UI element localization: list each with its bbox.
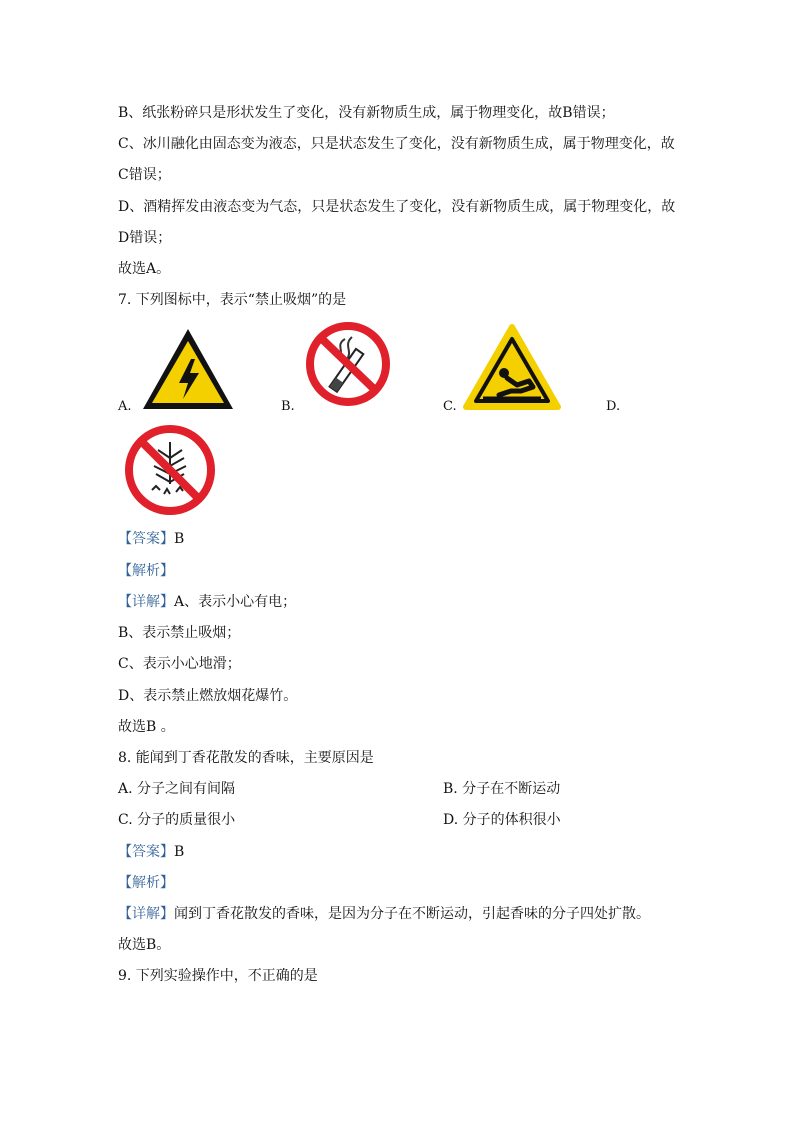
- question-7-stem: 7. 下列图标中，表示“禁止吸烟”的是: [118, 292, 347, 308]
- analysis-line-c: C、冰川融化由固态变为液态，只是状态发生了变化，没有新物质生成，属于物理变化，故: [118, 136, 675, 152]
- detail-tag: 【详解】: [118, 594, 174, 610]
- option-text: 分子的体积很小: [462, 812, 561, 828]
- option-label: C.: [118, 812, 133, 828]
- question-9-stem: 9. 下列实验操作中，不正确的是: [118, 968, 318, 984]
- q7-option-d-label: D.: [606, 399, 621, 414]
- q8-choose: 故选B。: [118, 937, 171, 953]
- q8-option-c: [118, 811, 235, 829]
- q7-option-a-label: A.: [118, 399, 132, 414]
- q8-detail: [118, 905, 650, 923]
- q7-detail-line-d: D、表示禁止燃放烟花爆竹。: [118, 688, 298, 704]
- q7-detail-line-b: B、表示禁止吸烟；: [118, 625, 241, 641]
- q7-answer: [118, 530, 184, 548]
- no-fireworks-sign-icon: [124, 424, 216, 516]
- choose-line: 故选A。: [118, 261, 171, 277]
- slippery-floor-warning-sign-icon: [463, 323, 561, 411]
- detail-text: A、表示小心有电；: [174, 594, 297, 610]
- answer-value: B: [174, 531, 185, 547]
- option-label: B.: [443, 781, 458, 797]
- analysis-line-d-cont: D错误；: [118, 230, 172, 246]
- q8-option-a: [118, 780, 235, 798]
- detail-text: 闻到丁香花散发的香味，是因为分子在不断运动，引起香味的分子四处扩散。: [174, 906, 650, 922]
- no-smoking-sign-icon: [305, 321, 391, 407]
- option-label: A.: [118, 781, 133, 797]
- q7-choose: 故选B 。: [118, 719, 175, 735]
- analysis-line-b: B、纸张粉碎只是形状发生了变化，没有新物质生成，属于物理变化，故B错误；: [118, 105, 615, 121]
- option-text: 分子之间有间隔: [137, 781, 236, 797]
- analysis-line-c-cont: C错误；: [118, 167, 171, 183]
- q7-option-c-label: C.: [443, 399, 457, 414]
- question-8-stem: 8. 能闻到丁香花散发的香味，主要原因是: [118, 750, 374, 766]
- answer-value: B: [174, 844, 185, 860]
- q7-detail-line-c: C、表示小心地滑；: [118, 656, 241, 672]
- option-text: 分子的质量很小: [137, 812, 236, 828]
- electric-hazard-warning-sign-icon: [141, 327, 235, 411]
- option-text: 分子在不断运动: [462, 781, 561, 797]
- q8-analysis-tag: 【解析】: [118, 875, 174, 891]
- option-label: D.: [443, 812, 459, 828]
- analysis-line-d: D、酒精挥发由液态变为气态，只是状态发生了变化，没有新物质生成，属于物理变化，故: [118, 199, 676, 215]
- q7-detail-line-a: [118, 593, 296, 611]
- answer-tag: 【答案】: [118, 844, 174, 860]
- answer-tag: 【答案】: [118, 531, 174, 547]
- q8-option-b: [443, 780, 560, 798]
- q7-analysis-tag: 【解析】: [118, 563, 174, 579]
- q7-option-b-label: B.: [281, 399, 295, 414]
- q8-answer: [118, 843, 184, 861]
- q8-option-d: [443, 811, 561, 829]
- detail-tag: 【详解】: [118, 906, 174, 922]
